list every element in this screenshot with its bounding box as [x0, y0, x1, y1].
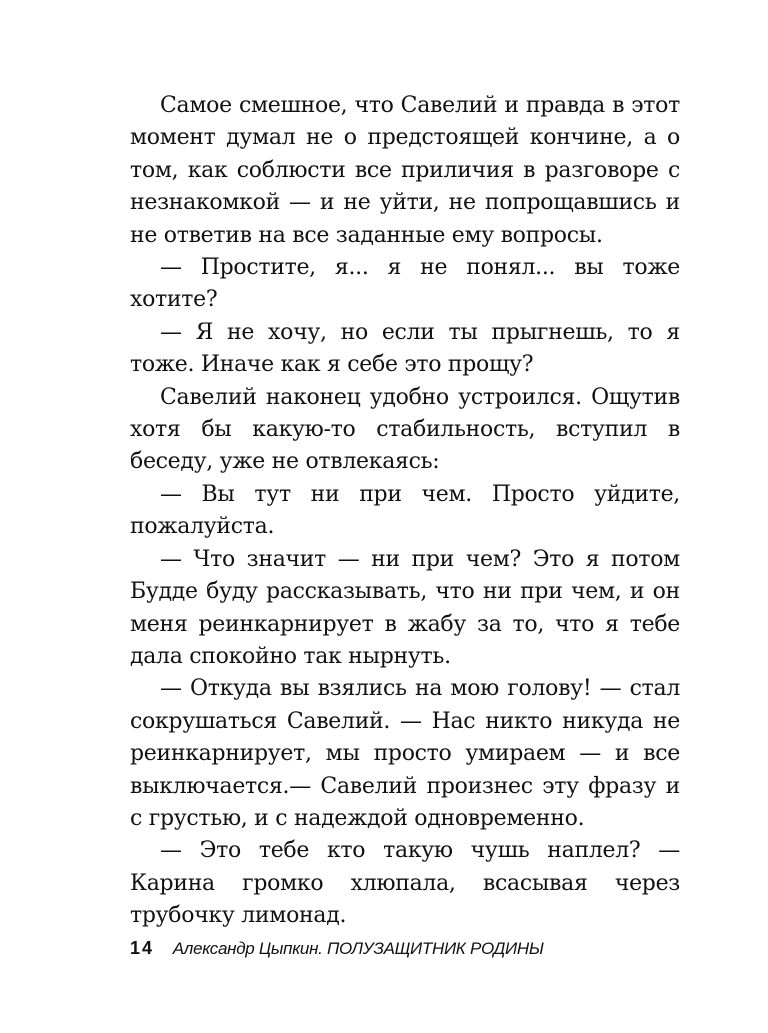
paragraph: Самое смешное, что Савелий и правда в этот момент думал не о предстоящей кончине, а о том, как соблюсти все приличия в разговоре с незнакомкой — и не уйти, не попрощавшись и не ответив на все заданные ему вопросы. — [130, 93, 680, 248]
page-number: 14 — [130, 938, 155, 958]
paragraph: — Вы тут ни при чем. Просто уйдите, пожалуйста. — [130, 481, 680, 540]
running-title: Александр Цыпкин. ПОЛУЗАЩИТНИК РОДИНЫ — [172, 939, 544, 958]
paragraph: — Что значит — ни при чем? Это я потом Будде буду рассказывать, что ни при чем, и он меня реинкарнирует в жабу за то, что я тебе дала спокойно так нырнуть. — [130, 546, 680, 669]
paragraph: — Я не хочу, но если ты прыгнешь, то я тоже. Иначе как я себе это прощу? — [130, 319, 680, 378]
page-footer — [130, 938, 544, 959]
body-text — [130, 90, 680, 933]
paragraph: Савелий наконец удобно устроился. Ощутив хотя бы какую-то стабильность, вступил в беседу, уже не отвлекаясь: — [130, 384, 680, 475]
paragraph: — Откуда вы взялись на мою голову! — стал сокрушаться Савелий. — Нас никто никуда не реинкарнирует, мы просто умираем — и все выключается.— Савелий произнес эту фразу и с грустью, и с надеждой одновременно. — [130, 676, 680, 831]
paragraph: — Это тебе кто такую чушь наплел? — Карина громко хлюпала, всасывая через трубочку лимонад. — [130, 838, 680, 929]
paragraph: — Простите, я... я не понял... вы тоже хотите? — [130, 255, 680, 313]
